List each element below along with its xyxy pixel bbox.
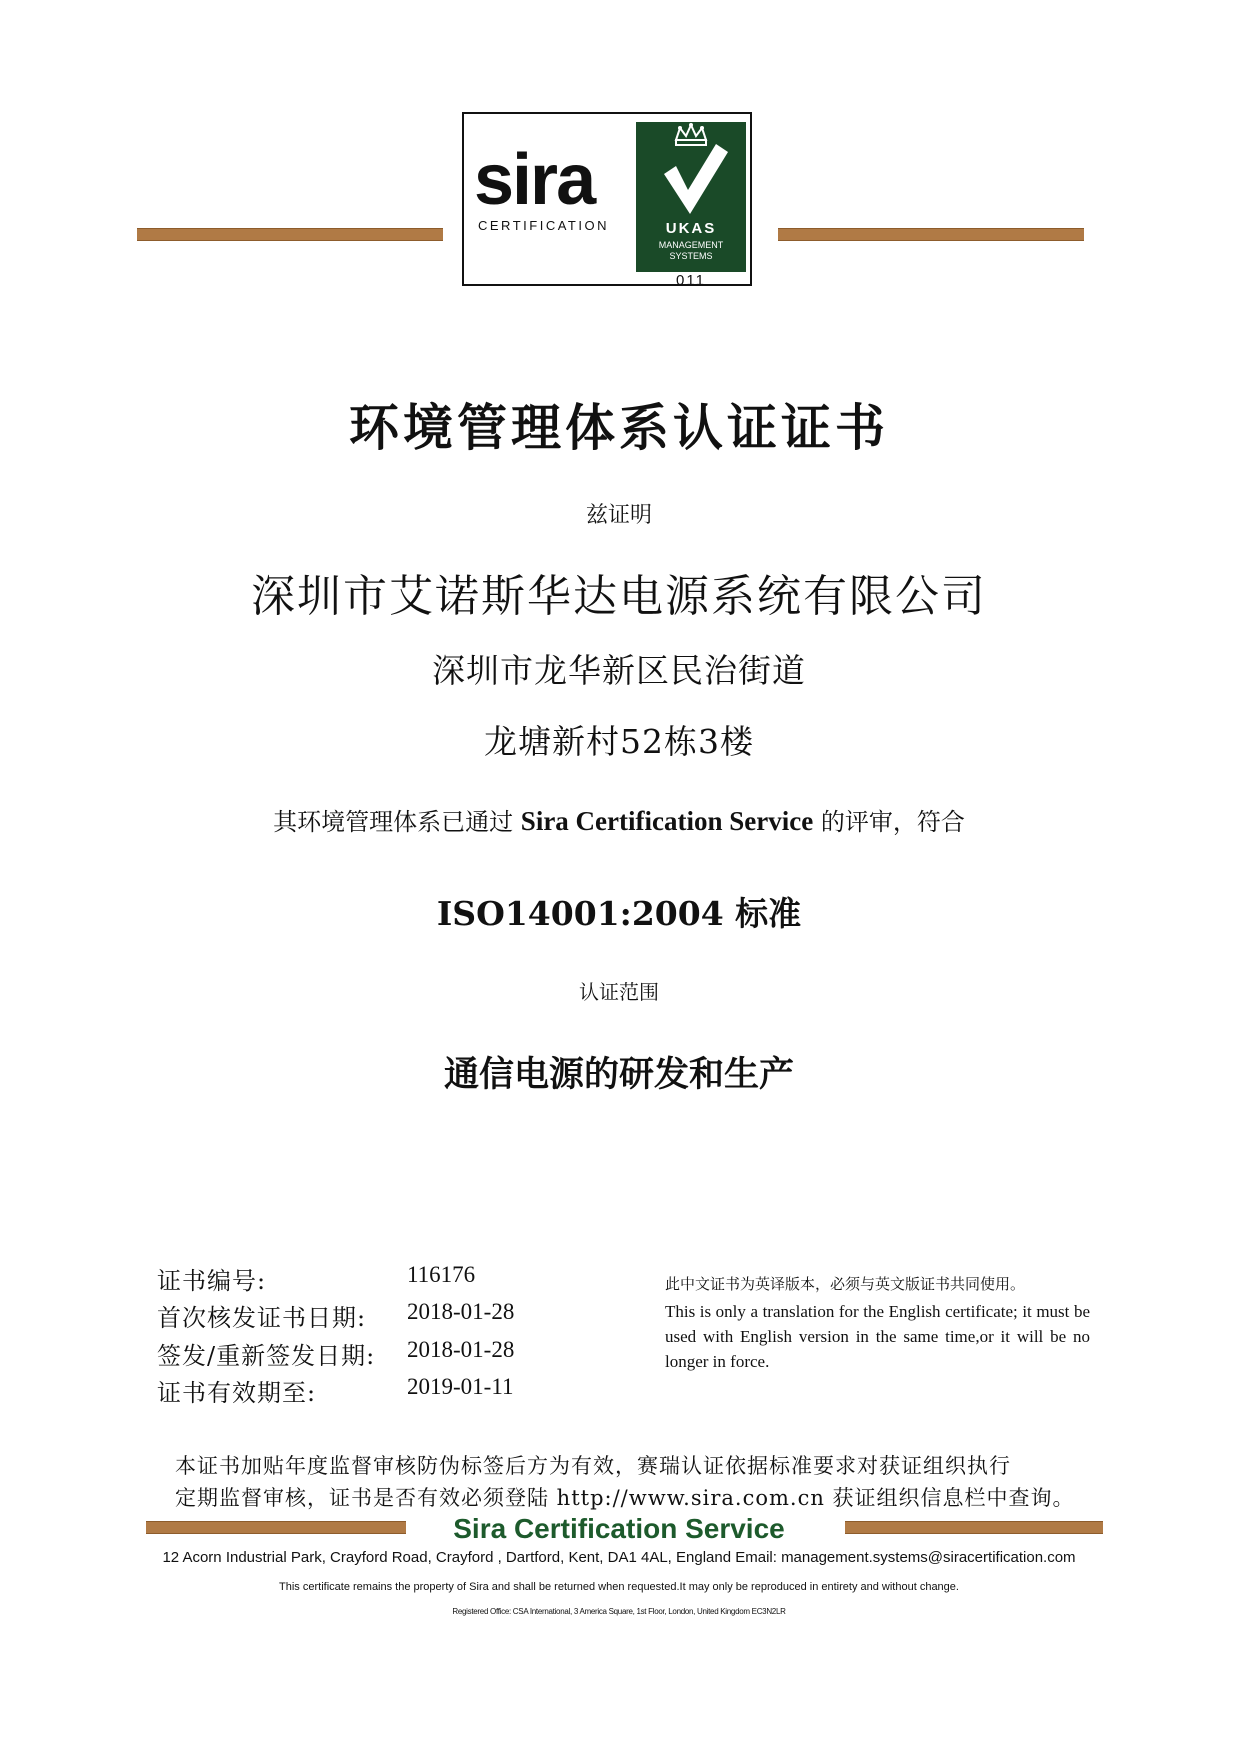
translation-note-en: This is only a translation for the English certificate; it must be used with English version in the same time,or it will be no longer in force. [665, 1302, 1090, 1371]
crown-check-icon [636, 122, 746, 220]
conformance-statement [0, 802, 1238, 837]
address-line-1: 深圳市龙华新区民治街道 [432, 651, 806, 690]
scope-label: 认证范围 [579, 980, 659, 1004]
certificate-title: 环境管理体系认证证书 [349, 399, 889, 457]
ukas-sub-line2: SYSTEMS [669, 251, 713, 261]
detail-label-first-issue: 首次核发证书日期: [157, 1304, 367, 1332]
detail-label-reissue: 签发/重新签发日期: [157, 1342, 376, 1370]
footer-company-name: Sira Certification Service [453, 1513, 785, 1544]
standard-name: ISO14001:2004 标准 [436, 894, 802, 933]
sira-wordmark: sira [474, 140, 595, 220]
detail-value-first-issue: 2018-01-28 [407, 1299, 515, 1324]
detail-value-reissue: 2018-01-28 [407, 1337, 515, 1362]
ukas-number: 011 [676, 272, 706, 289]
address-line-2: 龙塘新村52栋3楼 [484, 722, 754, 761]
ukas-title: UKAS [665, 220, 717, 237]
notice-line-2: 定期监督审核，证书是否有效必须登陆 http://www.sira.com.cn 获证组织信息栏中查询。 [175, 1486, 1075, 1510]
detail-value-cert-number: 116176 [407, 1262, 476, 1287]
header-bar-right [778, 228, 1084, 241]
certification-scope: 通信电源的研发和生产 [443, 1055, 794, 1095]
notice-line-1: 本证书加贴年度监督审核防伪标签后方为有效，赛瑞认证依据标准要求对获证组织执行 [175, 1454, 1011, 1478]
footer-registered-office: Registered Office: CSA International, 3 America Square, 1st Floor, London, United Kingdom EC3N2LR [452, 1607, 786, 1616]
hereby-certify: 兹证明 [585, 503, 652, 528]
conformance-prefix: 其环境管理体系已通过 [273, 808, 521, 836]
footer-address: 12 Acorn Industrial Park, Crayford Road, Crayford , Dartford, Kent, DA1 4AL, England Email: management.systems@siracertification.com [162, 1549, 1076, 1566]
ukas-subtitle [636, 240, 746, 262]
conformance-body: Sira Certification Service [520, 806, 814, 836]
ukas-sub-line1: MANAGEMENT [658, 240, 724, 250]
translation-note-cn: 此中文证书为英译版本，必须与英文版证书共同使用。 [665, 1275, 1026, 1293]
detail-label-cert-number: 证书编号: [157, 1267, 267, 1295]
sira-tagline: CERTIFICATION [478, 218, 609, 233]
footer-property-notice: This certificate remains the property of Sira and shall be returned when requested.It may only be reproduced in entirety and without change. [279, 1581, 959, 1593]
conformance-suffix: 的评审，符合 [813, 808, 965, 836]
ukas-mark [636, 122, 746, 272]
company-name: 深圳市艾诺斯华达电源系统有限公司 [251, 571, 987, 622]
detail-value-valid-until: 2019-01-11 [407, 1374, 514, 1399]
sira-ukas-logo [462, 112, 752, 289]
header-bar-left [137, 228, 443, 241]
detail-label-valid-until: 证书有效期至: [157, 1379, 317, 1407]
translation-note [665, 1272, 1090, 1374]
